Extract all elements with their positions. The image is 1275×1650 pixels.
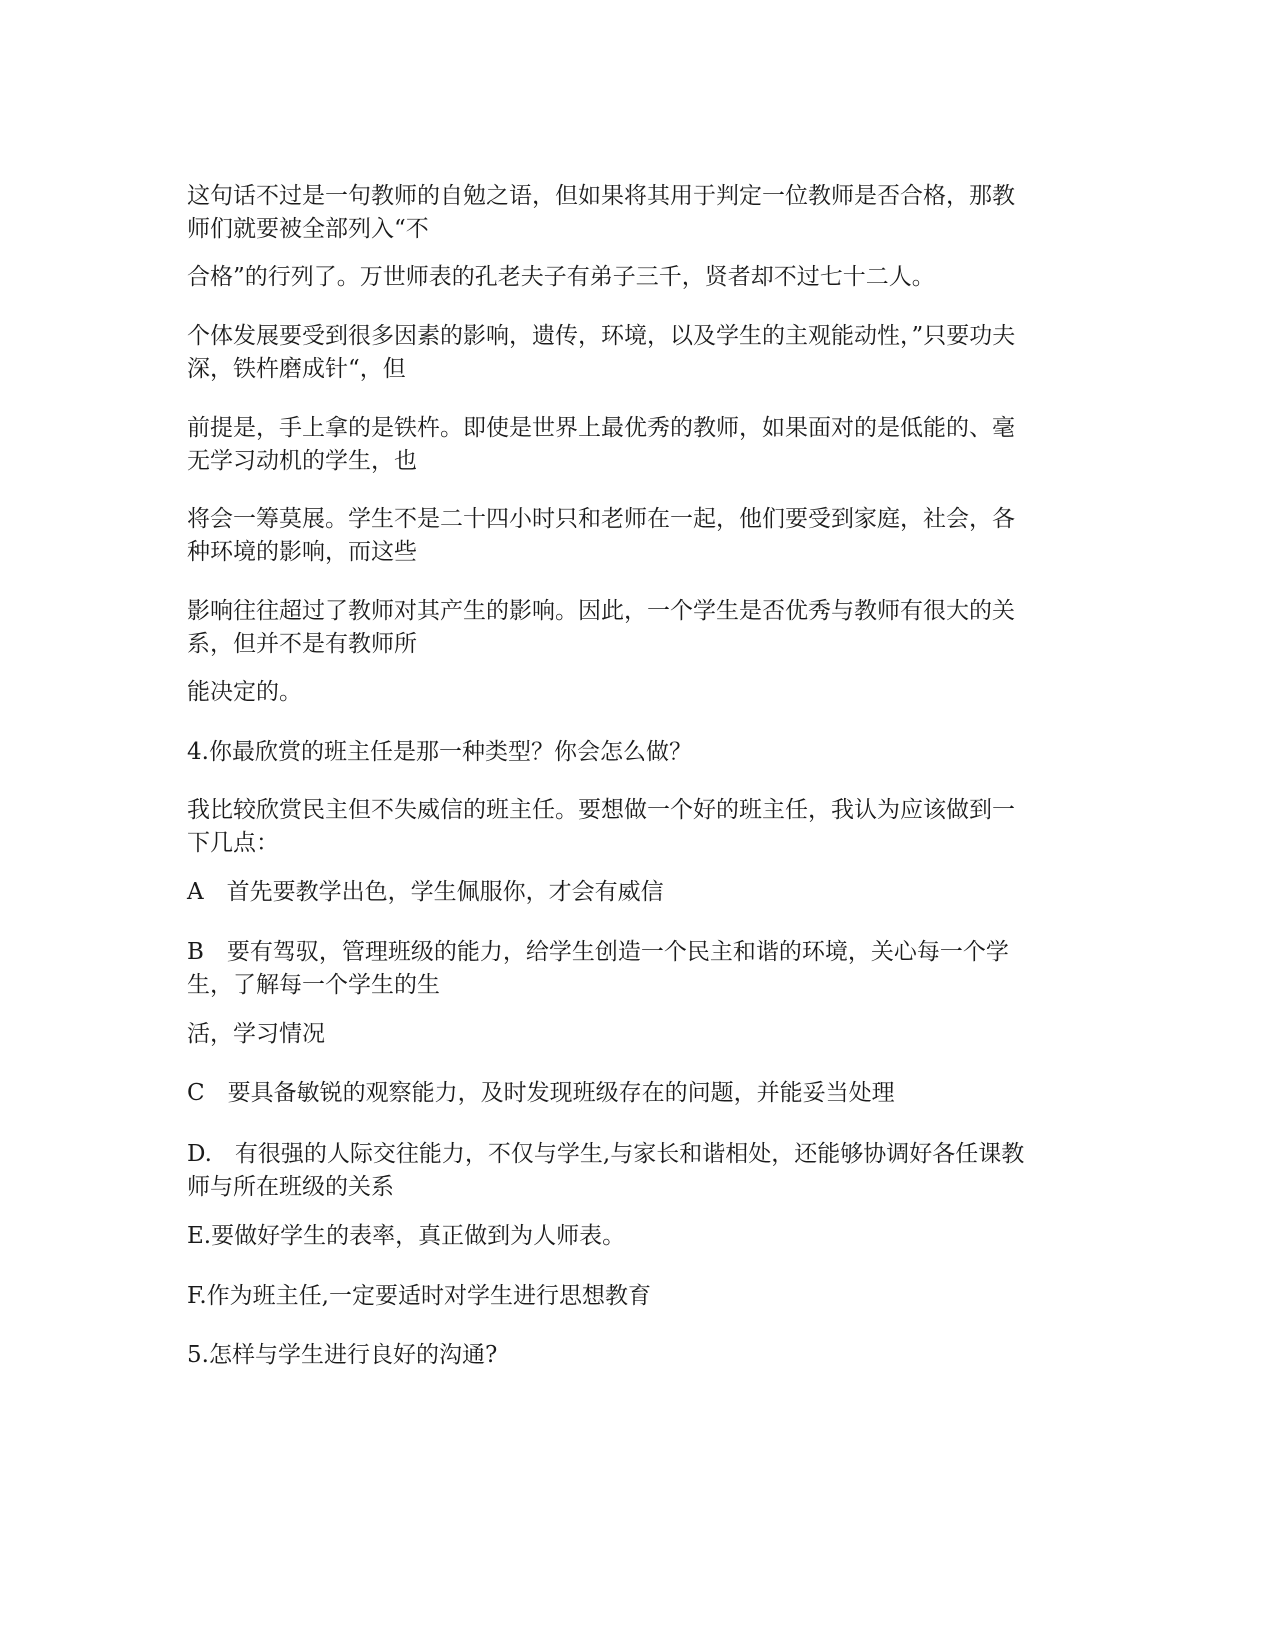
text-line: 5.怎样与学生进行良好的沟通? (187, 1342, 498, 1368)
text-line: 能决定的。 (187, 679, 302, 705)
text-line: 种环境的影响，而这些 (187, 539, 417, 565)
text-line: 将会一筹莫展。学生不是二十四小时只和老师在一起，他们要受到家庭，社会，各 (187, 506, 1015, 532)
text-line: 合格”的行列了。万世师表的孔老夫子有弟子三千，贤者却不过七十二人。 (187, 264, 935, 290)
text-line: A 首先要教学出色，学生佩服你，才会有威信 (187, 879, 664, 905)
text-line: 这句话不过是一句教师的自勉之语，但如果将其用于判定一位教师是否合格，那教 (187, 183, 1015, 209)
paragraph-3 (187, 320, 1097, 386)
list-item-b (187, 936, 1097, 1002)
list-item-a (187, 876, 1097, 909)
text-line: B 要有驾驭，管理班级的能力，给学生创造一个民主和谐的环境，关心每一个学 (187, 939, 1009, 965)
text-line: E.要做好学生的表率，真正做到为人师表。 (187, 1223, 626, 1249)
text-line: 下几点： (187, 830, 279, 856)
paragraph-5 (187, 503, 1097, 569)
text-line: 活，学习情况 (187, 1021, 325, 1047)
text-line: 师与所在班级的关系 (187, 1174, 394, 1200)
list-item-b-continued (187, 1018, 1097, 1051)
text-line: 影响往往超过了教师对其产生的影响。因此，一个学生是否优秀与教师有很大的关 (187, 598, 1015, 624)
paragraph-4 (187, 412, 1097, 478)
text-line: 深，铁杵磨成针“，但 (187, 356, 406, 382)
text-line: 前提是，手上拿的是铁杵。即使是世界上最优秀的教师，如果面对的是低能的、毫 (187, 415, 1015, 441)
text-line: 个体发展要受到很多因素的影响，遗传，环境，以及学生的主观能动性，”只要功夫 (187, 323, 1016, 349)
paragraph-answer-intro (187, 794, 1097, 860)
text-line: 师们就要被全部列入“不 (187, 216, 429, 242)
text-line: 我比较欣赏民主但不失威信的班主任。要想做一个好的班主任，我认为应该做到一 (187, 797, 1015, 823)
text-line: 生，了解每一个学生的生 (187, 972, 440, 998)
paragraph-1 (187, 180, 1097, 246)
list-item-d (187, 1138, 1097, 1204)
paragraph-2 (187, 261, 1097, 294)
text-line: C 要具备敏锐的观察能力，及时发现班级存在的问题，并能妥当处理 (187, 1080, 895, 1106)
list-item-f (187, 1280, 1097, 1313)
paragraph-6 (187, 595, 1097, 661)
text-line: 系，但并不是有教师所 (187, 631, 417, 657)
text-line: F.作为班主任,一定要适时对学生进行思想教育 (187, 1283, 651, 1309)
text-line: 无学习动机的学生，也 (187, 448, 417, 474)
list-item-c (187, 1077, 1097, 1110)
question-4-heading (187, 736, 1097, 769)
question-5-heading (187, 1339, 1097, 1372)
text-line: 4.你最欣赏的班主任是那一种类型？你会怎么做？ (187, 739, 692, 765)
paragraph-7 (187, 676, 1097, 709)
list-item-e (187, 1220, 1097, 1253)
text-line: D. 有很强的人际交往能力，不仅与学生,与家长和谐相处，还能够协调好各任课教 (187, 1141, 1025, 1167)
